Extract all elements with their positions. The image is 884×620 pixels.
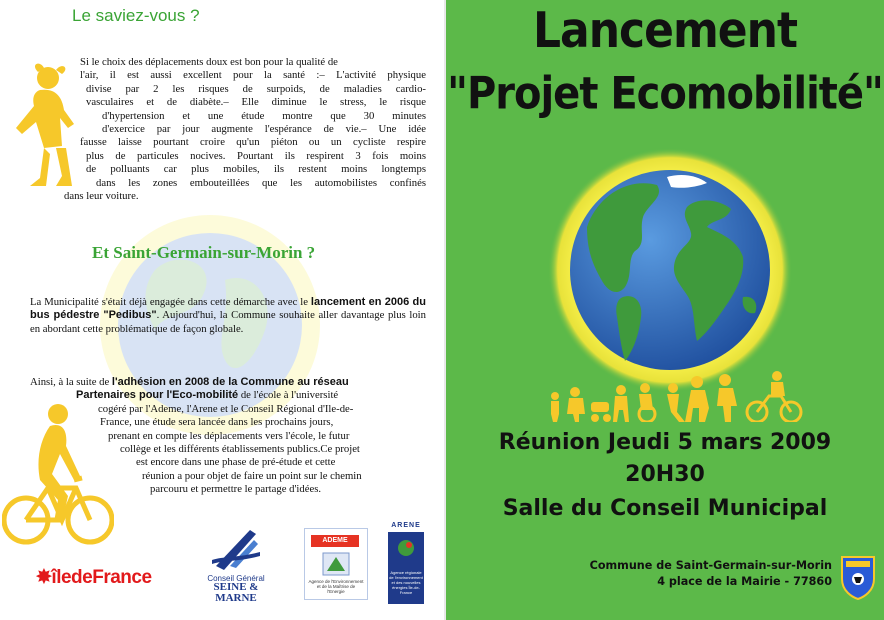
paragraph-sante bbox=[64, 56, 426, 203]
ile-de-france-logo bbox=[36, 566, 152, 589]
coat-of-arms-icon bbox=[838, 553, 878, 601]
text-run: La Municipalité s'était déjà engagée dans cette démarche avec le bbox=[30, 296, 311, 308]
address-commune: Commune de Saint-Germain-sur-Morin bbox=[589, 559, 832, 572]
arene-logo bbox=[384, 522, 428, 606]
address-street: 4 place de la Mairie - 77860 bbox=[657, 575, 832, 588]
text-run: Ainsi, à la suite de bbox=[30, 376, 112, 388]
arene-box bbox=[388, 532, 424, 604]
text-line: divise par 2 les risques de surpoids, de maladies cardio- bbox=[86, 82, 426, 95]
cyclist-icon bbox=[2, 400, 114, 550]
logo-text: France bbox=[92, 567, 152, 588]
event-date: Réunion Jeudi 5 mars 2009 bbox=[498, 430, 832, 455]
text-line: fausse laisse pourtant croire qu'un piéton ou un cycliste respire bbox=[80, 136, 426, 149]
star-icon: ✸ bbox=[36, 567, 52, 588]
text-line: d'exercice par jour augmente l'espérance de vie.– Une idée bbox=[102, 123, 426, 136]
logo-text: ADEME bbox=[311, 535, 359, 547]
text-run: de l'école à l'université bbox=[238, 389, 339, 402]
logo-text: SEINE & bbox=[213, 581, 259, 593]
heading-le-saviez-vous: Le saviez-vous ? bbox=[72, 6, 200, 25]
conseil-general-logo bbox=[196, 526, 276, 606]
text-line: prenant en compte les déplacements vers l'école, le futur bbox=[108, 429, 350, 442]
text-line: de polluants car plus mobiles, ils restent moins longtemps bbox=[86, 163, 426, 176]
logo-text: MARNE bbox=[215, 592, 257, 604]
paragraph-pedibus bbox=[30, 296, 426, 336]
logo-text: Agence régionale de l'environnement et des nouvelles énergies Île-de-France bbox=[389, 570, 423, 595]
logo-text: Agence de l'Environnement et de la Maîtrise de l'Energie bbox=[308, 579, 364, 594]
title-projet-ecomobilite: "Projet Ecomobilité" bbox=[447, 68, 883, 120]
arene-emblem-icon bbox=[396, 538, 416, 562]
logo-text: Conseil Général bbox=[207, 574, 265, 583]
text-line: d'hypertension et une étude montre que 30 minutes bbox=[102, 109, 426, 122]
text-line bbox=[30, 376, 426, 389]
text-line: collège et les différents établissements publics.Ce projet bbox=[120, 443, 360, 456]
logo-text: ARENE bbox=[391, 522, 421, 529]
text-line: est encore dans une phase de pré-étude et cette bbox=[136, 456, 336, 469]
logo-text bbox=[196, 582, 276, 604]
mobility-people-icon bbox=[545, 366, 805, 422]
text-line: réunion a pour objet de faire un point sur le chemin bbox=[142, 469, 362, 482]
ademe-emblem-icon bbox=[321, 551, 351, 577]
ademe-logo bbox=[304, 528, 368, 600]
text-line: parcouru et permettre le partage d'idées. bbox=[150, 483, 322, 496]
event-time: 20H30 bbox=[625, 462, 705, 487]
text-line: plus de particules nocives. Pourtant ils respirent 3 fois moins bbox=[86, 149, 426, 162]
heading-saint-germain: Et Saint-Germain-sur-Morin ? bbox=[92, 243, 316, 262]
text-line: vasculaires et de diabète.– Elle diminue le stress, le risque bbox=[86, 96, 426, 109]
earth-globe-icon bbox=[547, 147, 793, 393]
text-line: France, une étude sera lancée dans les prochains jours, bbox=[100, 416, 334, 429]
text-line: l'air, il est aussi excellent pour la santé :– L'activité physique bbox=[80, 69, 426, 82]
event-location: Salle du Conseil Municipal bbox=[502, 496, 828, 521]
text-line: cogéré par l'Ademe, l'Arene et le Conseil Régional d'Ile-de- bbox=[98, 402, 354, 415]
text-run: . Aujourd'hui, la Commune souhaite aller davantage plus loin en abordant cette problématique de façon globale. bbox=[30, 309, 426, 335]
text-line: dans leur voiture. bbox=[64, 190, 139, 203]
text-bold: l'adhésion en 2008 de la Commune au réseau bbox=[111, 376, 349, 388]
text-bold: lancement en 2006 du bus pédestre "Pedibus" bbox=[30, 296, 426, 322]
cg-emblem-icon bbox=[210, 526, 262, 572]
title-lancement: Lancement bbox=[532, 2, 798, 60]
logo-text: îlede bbox=[51, 567, 93, 588]
text-line: Si le choix des déplacements doux est bon pour la qualité de bbox=[80, 56, 338, 68]
text-line: dans les zones embouteillées que les automobilistes confinés bbox=[96, 176, 426, 189]
text-bold: Partenaires pour l'Eco-mobilité bbox=[76, 389, 239, 402]
